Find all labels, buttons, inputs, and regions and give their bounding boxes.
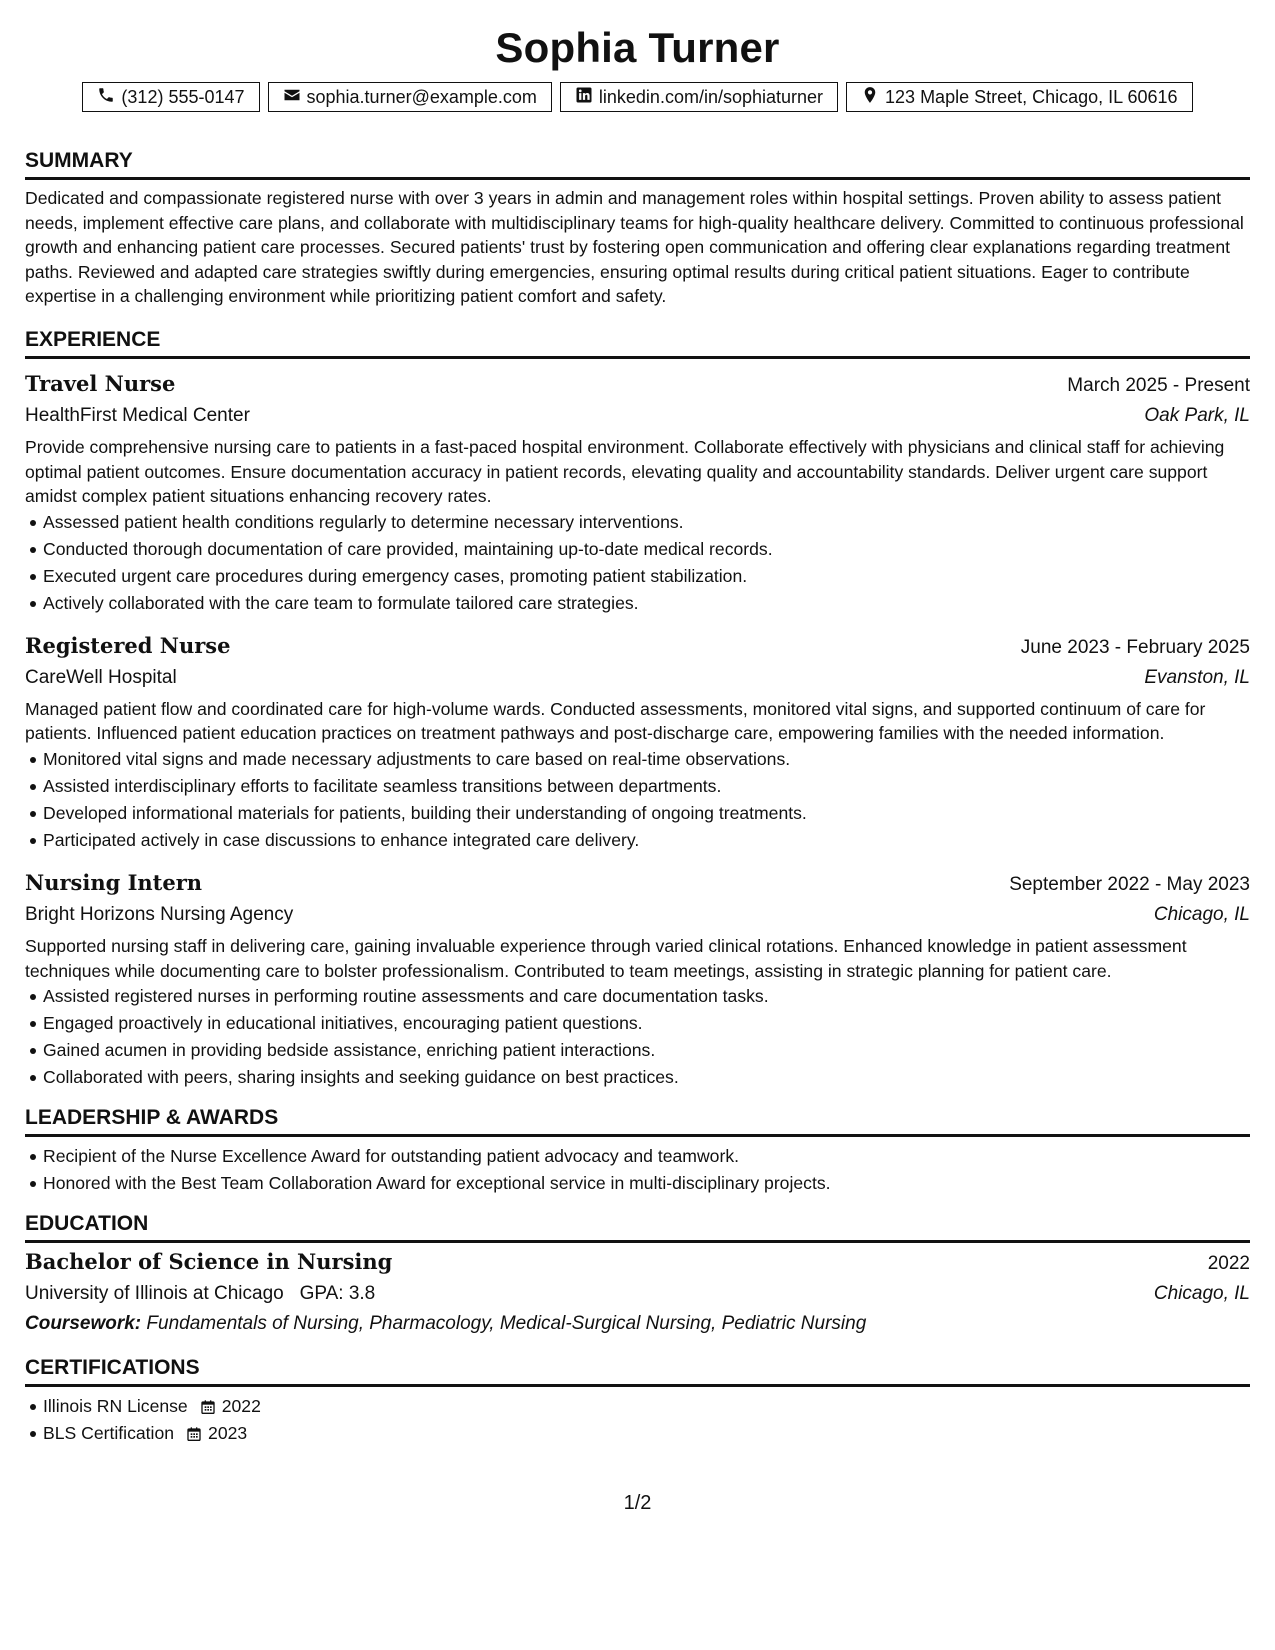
list-item: Conducted thorough documentation of care provided, maintaining up-to-date medical records. [43, 536, 1250, 563]
gpa: GPA: 3.8 [299, 1283, 376, 1305]
map-pin-icon [861, 86, 879, 109]
job-organization: Bright Horizons Nursing Agency [25, 903, 294, 925]
list-item: Collaborated with peers, sharing insights and seeking guidance on best practices. [43, 1064, 1250, 1091]
job-entry [25, 868, 1250, 1091]
school-line [25, 1279, 375, 1309]
list-item: Participated actively in case discussions to enhance integrated care delivery. [43, 827, 1250, 854]
list-item: Executed urgent care procedures during emergency cases, promoting patient stabilization. [43, 563, 1250, 590]
list-item: Honored with the Best Team Collaboration Award for exceptional service in multi-disciplinary projects. [43, 1170, 1250, 1197]
coursework-text: Fundamentals of Nursing, Pharmacology, Medical-Surgical Nursing, Pediatric Nursing [146, 1313, 867, 1335]
list-item [43, 1393, 1250, 1420]
job-title: Registered Nurse [25, 632, 231, 658]
list-item: Developed informational materials for patients, building their understanding of ongoing treatments. [43, 800, 1250, 827]
linkedin-icon [575, 86, 593, 109]
degree: Bachelor of Science in Nursing [25, 1249, 393, 1275]
job-title: Nursing Intern [25, 869, 203, 895]
school-location: Chicago, IL [1153, 1283, 1250, 1305]
job-description: Supported nursing staff in delivering care, gaining invaluable experience through varied clinical rotations. Enhanced knowledge in patient assessment techniques while documenting care to bolster professionalism. Contributed to team meetings, assisting in strategic planning for patient care. [25, 935, 1187, 981]
certification-name: BLS Certification [43, 1423, 175, 1444]
job-description: Managed patient flow and coordinated care for high-volume wards. Conducted assessments, monitored vital signs, and supported continuum of care for patients. Influenced patient education practices on treatment pathways and post-discharge care, empowering families with the needed information. [25, 698, 1206, 744]
job-bullets [25, 746, 1250, 854]
list-item: Monitored vital signs and made necessary adjustments to care based on real-time observations. [43, 746, 1250, 773]
coursework-line [25, 1309, 1250, 1339]
contact-phone[interactable] [82, 82, 259, 112]
job-dates: September 2022 - May 2023 [1009, 873, 1250, 895]
envelope-icon [283, 86, 301, 109]
contact-email[interactable] [268, 82, 552, 112]
job-description: Provide comprehensive nursing care to patients in a fast-paced hospital environment. Collaborate effectively with physicians and clinical staff for achieving optimal patient outcomes. Ensure documentation accuracy in patient records, elevating quality and accountability standards. Deliver urgent care support amidst complex patient situations enhancing recovery rates. [25, 436, 1225, 507]
certification-year: 2022 [221, 1396, 261, 1417]
job-organization: CareWell Hospital [25, 666, 177, 688]
certification-year: 2023 [208, 1423, 248, 1444]
section-title: CERTIFICATIONS [25, 1355, 1250, 1387]
phone-text: (312) 555-0147 [121, 86, 245, 107]
calendar-icon [200, 1399, 216, 1415]
graduation-year: 2022 [1207, 1253, 1250, 1275]
job-bullets [25, 509, 1250, 617]
job-location: Chicago, IL [1153, 903, 1250, 925]
section-title: EXPERIENCE [25, 327, 1250, 359]
job-dates: March 2025 - Present [1067, 374, 1250, 396]
job-location: Evanston, IL [1144, 666, 1250, 688]
job-entry [25, 631, 1250, 854]
job-bullets [25, 983, 1250, 1091]
summary-section [25, 148, 1250, 309]
awards-list [25, 1143, 1250, 1197]
phone-icon [97, 86, 115, 109]
job-title: Travel Nurse [25, 370, 176, 396]
list-item: Assisted interdisciplinary efforts to facilitate seamless transitions between departments. [43, 773, 1250, 800]
list-item: Assisted registered nurses in performing routine assessments and care documentation tasks. [43, 983, 1250, 1010]
address-text: 123 Maple Street, Chicago, IL 60616 [885, 86, 1178, 107]
linkedin-text: linkedin.com/in/sophiaturner [598, 86, 824, 107]
calendar-icon [186, 1426, 202, 1442]
resume-page [25, 18, 1250, 1447]
job-organization: HealthFirst Medical Center [25, 404, 250, 426]
contact-bar [25, 82, 1250, 112]
school-name: University of Illinois at Chicago [25, 1283, 284, 1305]
certification-name: Illinois RN License [43, 1396, 188, 1417]
page-number: 1/2 [623, 1492, 652, 1514]
list-item [43, 1420, 1250, 1447]
job-entry [25, 369, 1250, 617]
list-item: Recipient of the Nurse Excellence Award for outstanding patient advocacy and teamwork. [43, 1143, 1250, 1170]
leadership-section [25, 1105, 1250, 1197]
list-item: Gained acumen in providing bedside assistance, enriching patient interactions. [43, 1037, 1250, 1064]
education-section [25, 1211, 1250, 1339]
summary-text: Dedicated and compassionate registered nurse with over 3 years in admin and management roles within hospital settings. Proven ability to assess patient needs, implement effective care plans, and collaborate with multidisciplinary teams for high-quality healthcare delivery. Committed to continuous professional growth and enhancing patient care processes. Secured patients' trust by fostering open communication and offering clear explanations regarding treatment paths. Reviewed and adapted care strategies swiftly during emergencies, ensuring optimal results during critical patient situations. Eager to contribute expertise in a challenging environment while prioritizing patient comfort and safety. [25, 188, 1244, 307]
section-title: EDUCATION [25, 1211, 1250, 1243]
section-title: LEADERSHIP & AWARDS [25, 1105, 1250, 1137]
contact-address[interactable] [846, 82, 1193, 112]
list-item: Actively collaborated with the care team to formulate tailored care strategies. [43, 590, 1250, 617]
job-location: Oak Park, IL [1144, 404, 1250, 426]
list-item: Engaged proactively in educational initiatives, encouraging patient questions. [43, 1010, 1250, 1037]
certifications-section [25, 1355, 1250, 1447]
job-dates: June 2023 - February 2025 [1020, 636, 1250, 658]
contact-linkedin[interactable] [560, 82, 838, 112]
certifications-list [25, 1393, 1250, 1447]
candidate-name: Sophia Turner [495, 24, 780, 71]
list-item: Assessed patient health conditions regularly to determine necessary interventions. [43, 509, 1250, 536]
email-text: sophia.turner@example.com [306, 86, 537, 107]
coursework-label: Coursework: [25, 1313, 142, 1335]
experience-section [25, 327, 1250, 1091]
section-title: SUMMARY [25, 148, 1250, 180]
